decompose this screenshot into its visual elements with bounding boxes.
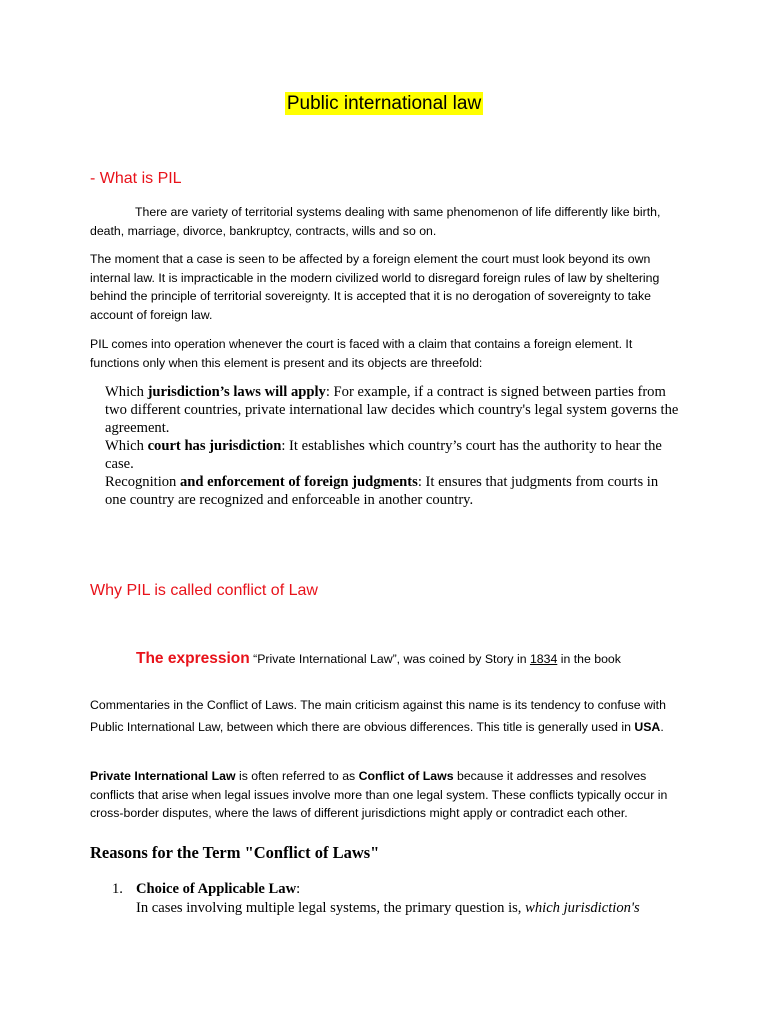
object-pre: Recognition (105, 474, 180, 490)
expression-line (136, 650, 696, 669)
period: . (660, 720, 664, 734)
title-wrap (0, 93, 768, 115)
object-pre: Which (105, 438, 148, 454)
expression-label: The expression (136, 650, 250, 667)
commentaries-text: Commentaries in the Conflict of Laws. The main criticism against this name is its tendency to confuse with Public International Law, between which there are obvious differences. This title is generally used in (90, 698, 666, 734)
paragraph-pil-operation: PIL comes into operation whenever the court is faced with a claim that contains a foreign element. It functions only when this element is present and its objects are threefold: (90, 337, 633, 370)
object-item (90, 473, 680, 509)
bold-col: Conflict of Laws (358, 769, 454, 783)
text-referred: is often referred to as (235, 769, 359, 783)
object-bold: and enforcement of foreign judgments (180, 474, 418, 490)
list-item-title: Choice of Applicable Law (136, 881, 297, 897)
object-bold: jurisdiction’s laws will apply (147, 384, 326, 400)
expression-text: “Private International Law”, was coined by Story in (249, 652, 530, 666)
bold-pil: Private International Law (90, 769, 236, 783)
paragraph-commentaries (90, 694, 680, 738)
object-item (90, 383, 680, 437)
object-post: : It establishes which country’s court has the authority to hear the case. (105, 438, 662, 472)
object-item (90, 437, 680, 473)
expression-year: 1834 (529, 652, 558, 666)
text-because: because it addresses and resolves conflicts that arise when legal issues involve more than one legal system. These conflicts typically occur in cross-border disputes, where the laws of different jurisdictions might apply or contradict each other. (90, 769, 668, 820)
paragraph-territorial-systems: There are variety of territorial systems dealing with same phenomenon of life differently like birth, death, marriage, divorce, bankruptcy, contracts, wills and so on. (90, 205, 661, 238)
section-heading-why-conflict: Why PIL is called conflict of Law (90, 582, 318, 599)
object-bold: court has jurisdiction (147, 438, 282, 454)
list-number: 1. (112, 881, 123, 897)
expression-tail: in the book (557, 652, 621, 666)
section-heading-reasons: Reasons for the Term "Conflict of Laws" (90, 843, 380, 862)
list-item-colon: : (296, 881, 301, 897)
list-item-italic: which jurisdiction's (525, 899, 640, 916)
object-pre: Which (105, 384, 148, 400)
reasons-list (112, 880, 682, 917)
list-item (136, 880, 682, 917)
page-title: Public international law (286, 93, 482, 114)
list-item-text: In cases involving multiple legal systems, the primary question is, (136, 899, 526, 916)
object-post: : For example, if a contract is signed between parties from two different countries, private international law decides which country's legal system governs the agreement. (105, 384, 679, 436)
section-heading-what-is-pil: - What is PIL (90, 170, 182, 187)
objects-list (90, 383, 680, 509)
paragraph-conflict-of-laws (90, 767, 680, 823)
paragraph-foreign-element: The moment that a case is seen to be affected by a foreign element the court must look beyond its own internal law. It is impracticable in the modern civilized world to disregard foreign rules of law by sheltering behind the principle of territorial sovereignty. It is accepted that it is no derogation of sovereignty to take account of foreign law. (90, 252, 660, 322)
usa-text: USA (634, 720, 661, 734)
object-post: : It ensures that judgments from courts in one country are recognized and enforceable in another country. (105, 474, 659, 508)
